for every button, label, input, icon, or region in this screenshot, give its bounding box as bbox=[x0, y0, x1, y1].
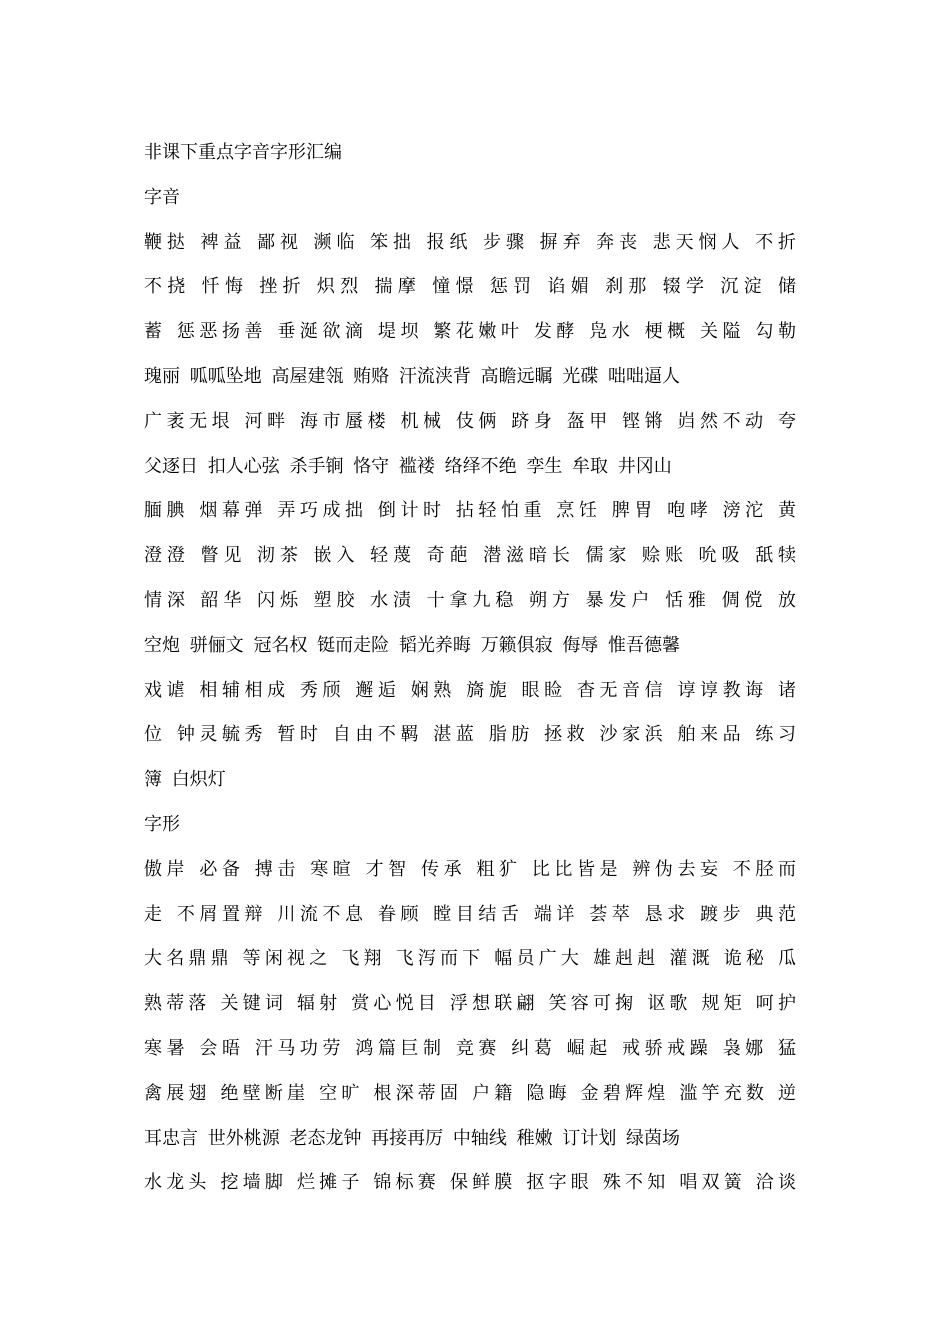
document-body bbox=[144, 131, 796, 1206]
pronunciation-line: 戏谑 相辅相成 秀颀 邂逅 娴熟 旖旎 眼睑 杳无音信 谆谆教诲 诸 bbox=[144, 679, 796, 701]
pronunciation-line: 父逐日 扣人心弦 杀手锏 恪守 褴褛 络绎不绝 孪生 牟取 井冈山 bbox=[144, 455, 672, 477]
section-heading-pronunciation: 字音 bbox=[144, 186, 180, 208]
pronunciation-line: 瑰丽 呱呱坠地 高屋建瓴 贿赂 汗流浃背 高瞻远瞩 光碟 咄咄逼人 bbox=[144, 365, 681, 387]
pronunciation-line: 簿 白炽灯 bbox=[144, 769, 226, 791]
character-form-line: 寒暑 会晤 汗马功劳 鸿篇巨制 竞赛 纠葛 崛起 戒骄戒躁 袅娜 猛 bbox=[144, 1037, 796, 1059]
pronunciation-line: 不挠 忏悔 挫折 炽烈 揣摩 憧憬 惩罚 谄媚 刹那 辍学 沉淀 储 bbox=[144, 276, 796, 298]
pronunciation-line: 广袤无垠 河畔 海市蜃楼 机械 伎俩 跻身 盔甲 铿锵 岿然不动 夸 bbox=[144, 410, 796, 432]
character-form-line: 耳忠言 世外桃源 老态龙钟 再接再厉 中轴线 稚嫩 订计划 绿茵场 bbox=[144, 1127, 681, 1149]
pronunciation-line: 位 钟灵毓秀 暂时 自由不羁 湛蓝 脂肪 拯救 沙家浜 舶来品 练习 bbox=[144, 724, 796, 746]
section-heading-character-form: 字形 bbox=[144, 813, 180, 835]
character-form-line: 大名鼎鼎 等闲视之 飞翔 飞泻而下 幅员广大 雄赳赳 灌溉 诡秘 瓜 bbox=[144, 948, 796, 970]
document-title: 非课下重点字音字形汇编 bbox=[144, 142, 342, 163]
character-form-line: 水龙头 挖墙脚 烂摊子 锦标赛 保鲜膜 抠字眼 殊不知 唱双簧 洽谈 bbox=[144, 1172, 796, 1194]
character-form-line: 熟蒂落 关键词 辐射 赏心悦目 浮想联翩 笑容可掬 讴歌 规矩 呵护 bbox=[144, 993, 796, 1015]
character-form-line: 禽展翅 绝壁断崖 空旷 根深蒂固 户籍 隐晦 金碧辉煌 滥竽充数 逆 bbox=[144, 1082, 796, 1104]
pronunciation-line: 情深 韶华 闪烁 塑胶 水渍 十拿九稳 朔方 暴发户 恬雅 倜傥 放 bbox=[144, 589, 796, 611]
pronunciation-line: 鞭挞 裨益 鄙视 濒临 笨拙 报纸 步骤 摒弃 奔丧 悲天悯人 不折 bbox=[144, 231, 796, 253]
pronunciation-line: 空炮 骈俪文 冠名权 铤而走险 韬光养晦 万籁俱寂 侮辱 惟吾德馨 bbox=[144, 634, 681, 656]
pronunciation-line: 蓄 惩恶扬善 垂涎欲滴 堤坝 繁花嫩叶 发酵 凫水 梗概 关隘 勾勒 bbox=[144, 321, 796, 343]
character-form-line: 走 不屑置辩 川流不息 眷顾 瞠目结舌 端详 荟萃 恳求 踱步 典范 bbox=[144, 903, 796, 925]
pronunciation-line: 澄澄 瞥见 沏茶 嵌入 轻蔑 奇葩 潜滋暗长 儒家 赊账 吮吸 舐犊 bbox=[144, 545, 796, 567]
character-form-line: 傲岸 必备 搏击 寒暄 才智 传承 粗犷 比比皆是 辨伪去妄 不胫而 bbox=[144, 858, 796, 880]
pronunciation-line: 腼腆 烟幕弹 弄巧成拙 倒计时 拈轻怕重 烹饪 脾胃 咆哮 滂沱 黄 bbox=[144, 500, 796, 522]
